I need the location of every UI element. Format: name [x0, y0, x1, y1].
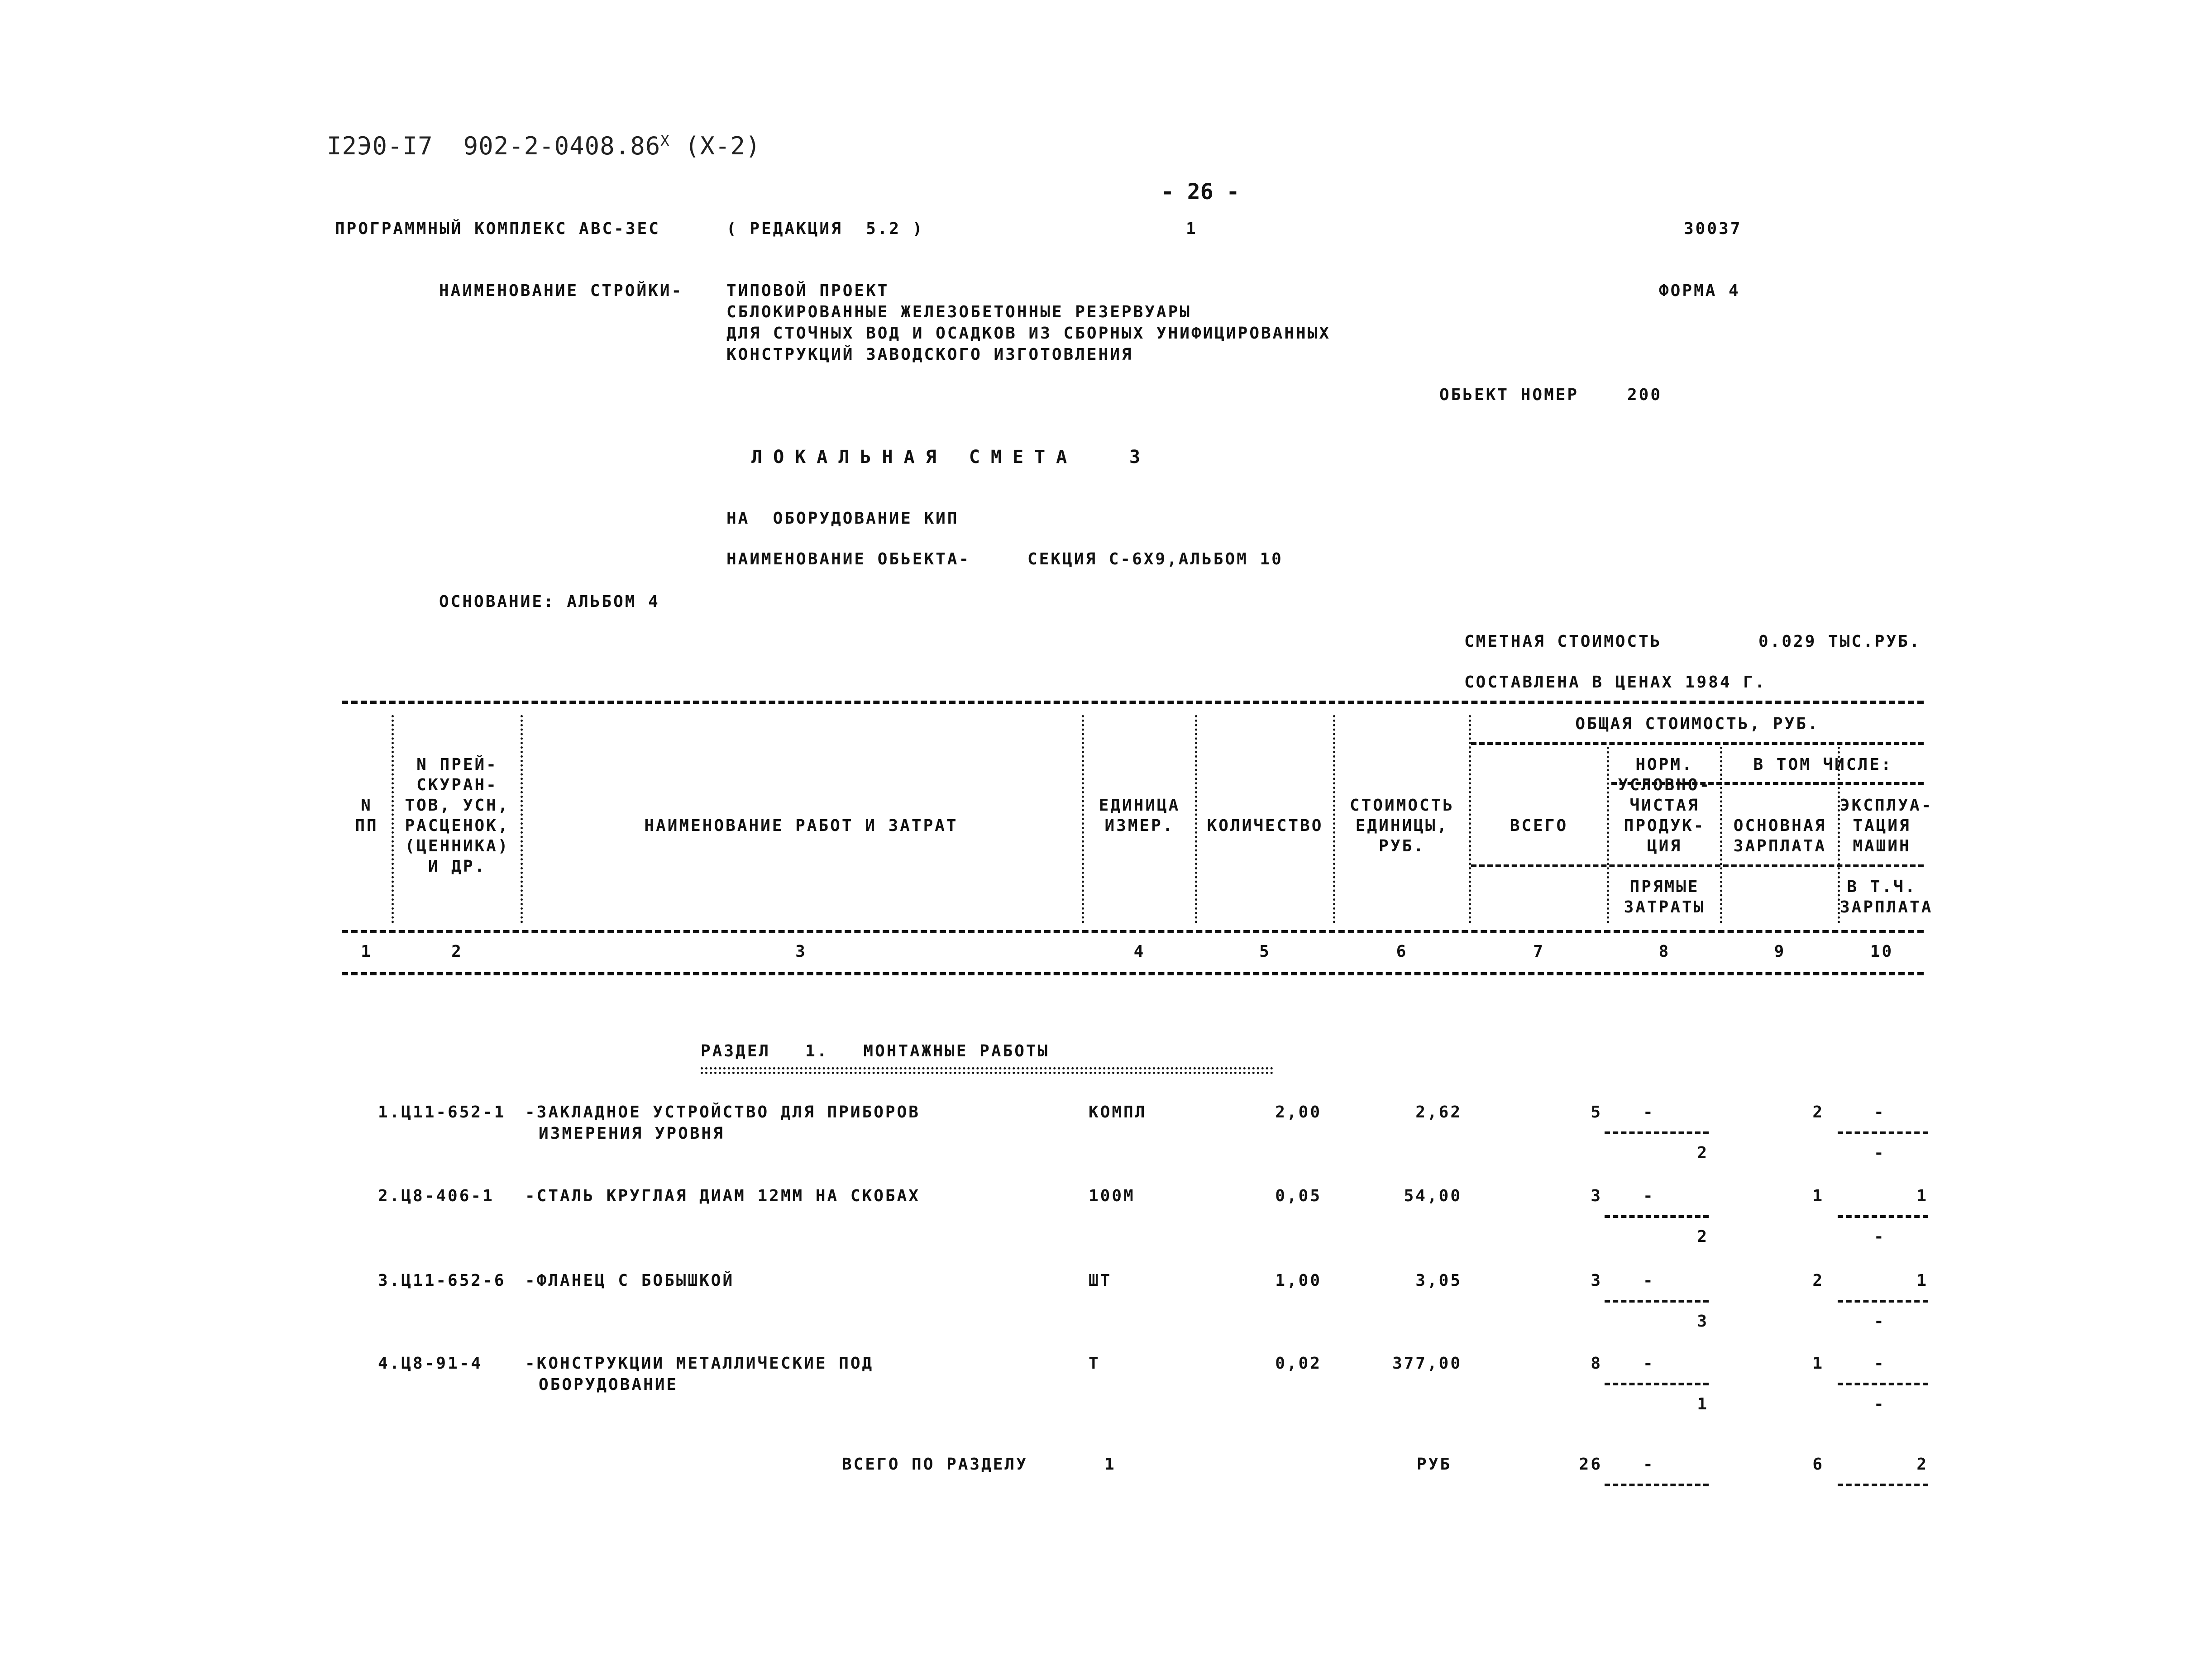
row-quantity: 0,05 — [1275, 1187, 1322, 1205]
header-total-cost: ОБЩАЯ СТОИМОСТЬ, РУБ. — [1575, 715, 1820, 733]
column-number-1: 1 — [361, 942, 373, 961]
direct-costs-subrule — [1471, 864, 1924, 867]
estimated-cost-value: 0.029 ТЫС.РУБ. — [1758, 632, 1921, 651]
document-number: 30037 — [1684, 220, 1742, 238]
row-fraction-bar — [1838, 1300, 1928, 1303]
page-number: - 26 - — [1161, 179, 1240, 205]
row-machine-operation: 1 — [1916, 1271, 1928, 1290]
program-name: ПРОГРАММНЫЙ КОМПЛЕКС АВС-ЗЕС — [335, 220, 660, 238]
row-base-salary: 2 — [1812, 1271, 1824, 1290]
row-base-salary: 1 — [1812, 1354, 1824, 1373]
header-col-4-line-1: ЕДИНИЦА — [1099, 796, 1180, 815]
header-col-6-line-3: РУБ. — [1379, 837, 1425, 855]
section-title: РАЗДЕЛ 1. МОНТАЖНЫЕ РАБОТЫ — [701, 1042, 1050, 1060]
row-unit-price: 3,05 — [1415, 1271, 1462, 1290]
header-col-2-line-2: СКУРАН- — [416, 776, 498, 794]
row-total: 3 — [1591, 1187, 1602, 1205]
header-col-10-line-5: ЗАРПЛАТА — [1840, 898, 1933, 916]
column-number-8: 8 — [1658, 942, 1671, 961]
header-mid-rule — [342, 930, 1924, 933]
estimate-number: 3 — [1129, 447, 1151, 468]
row-machine-operation: - — [1874, 1354, 1886, 1373]
column-number-7: 7 — [1533, 942, 1545, 961]
construction-line-1: ТИПОВОЙ ПРОЕКТ — [726, 282, 889, 300]
document-code-suffix: (X-2) — [669, 132, 761, 160]
row-total: 3 — [1591, 1271, 1602, 1290]
header-col-2-line-5: (ЦЕННИКА) — [405, 837, 510, 855]
document-code-superscript: X — [660, 132, 670, 149]
header-col-2-line-3: ТОВ, УСН, — [405, 796, 510, 815]
header-col-2-line-1: N ПРЕЙ- — [416, 755, 498, 774]
col-separator — [1607, 747, 1609, 923]
row-code: 2.Ц8-406-1 — [378, 1187, 494, 1205]
header-col-9-line-1: ОСНОВНАЯ — [1733, 816, 1827, 835]
row-base-salary: 2 — [1812, 1103, 1824, 1122]
header-col-1-line-2: ПП — [355, 816, 378, 835]
construction-line-4: КОНСТРУКЦИЙ ЗАВОДСКОГО ИЗГОТОВЛЕНИЯ — [726, 345, 1133, 364]
header-col-10-line-4: В Т.Ч. — [1847, 878, 1917, 896]
column-number-5: 5 — [1259, 942, 1271, 961]
section-total-base-salary: 6 — [1812, 1455, 1824, 1474]
header-col-2-line-4: РАСЦЕНОК, — [405, 816, 510, 835]
row-unit-price: 2,62 — [1415, 1103, 1462, 1122]
basis: ОСНОВАНИЕ: АЛЬБОМ 4 — [439, 592, 660, 611]
row-total: 5 — [1591, 1103, 1602, 1122]
column-number-10: 10 — [1870, 942, 1894, 961]
row-name-line-1: -ФЛАНЕЦ С БОБЫШКОЙ — [525, 1271, 735, 1290]
row-code: 4.Ц8-91-4 — [378, 1354, 483, 1373]
row-machine-salary: - — [1874, 1395, 1886, 1413]
price-basis: СОСТАВЛЕНА В ЦЕНАХ 1984 Г. — [1464, 673, 1767, 692]
row-code: 3.Ц11-652-6 — [378, 1271, 506, 1290]
header-col-1-line-1: N — [361, 796, 373, 815]
row-unit: КОМПЛ — [1089, 1103, 1147, 1122]
row-direct-costs: 1 — [1697, 1395, 1709, 1413]
header-bottom-rule — [342, 972, 1924, 975]
header-col-6-line-1: СТОИМОСТЬ — [1349, 796, 1455, 815]
row-fraction-bar — [1605, 1300, 1709, 1303]
row-name-line-2: ИЗМЕРЕНИЯ УРОВНЯ — [539, 1124, 725, 1143]
column-number-6: 6 — [1396, 942, 1408, 961]
section-total-sum: 26 — [1579, 1455, 1602, 1474]
header-col-8-line-6: ПРЯМЫЕ — [1629, 878, 1700, 896]
header-col-8-line-7: ЗАТРАТЫ — [1624, 898, 1706, 916]
header-col-8-line-2: УСЛОВНО- — [1618, 776, 1711, 794]
form-number: ФОРМА 4 — [1659, 282, 1740, 300]
header-col-6-line-2: ЕДИНИЦЫ, — [1355, 816, 1449, 835]
row-fraction-bar — [1605, 1131, 1709, 1134]
row-direct-costs: 3 — [1697, 1312, 1709, 1331]
section-total-number: 1 — [1104, 1455, 1116, 1474]
section-total-fraction-bar — [1605, 1484, 1709, 1486]
header-col-10-line-1: ЭКСПЛУА- — [1840, 796, 1933, 815]
row-direct-costs: 2 — [1697, 1227, 1709, 1246]
header-top-rule — [342, 701, 1924, 704]
estimate-subject: НА ОБОРУДОВАНИЕ КИП — [726, 509, 959, 528]
total-cost-subrule — [1471, 742, 1924, 745]
row-name-line-1: -ЗАКЛАДНОЕ УСТРОЙСТВО ДЛЯ ПРИБОРОВ — [525, 1103, 920, 1122]
row-machine-operation: - — [1874, 1103, 1886, 1122]
column-number-2: 2 — [451, 942, 463, 961]
header-col-8-line-5: ЦИЯ — [1647, 837, 1682, 855]
header-including: В ТОМ ЧИСЛЕ: — [1753, 755, 1893, 774]
row-direct-costs: 2 — [1697, 1144, 1709, 1162]
section-underline-1 — [701, 1067, 1273, 1069]
document-code: I2Э0-I7 $902-2-0408.86^X$ (X-2) — [327, 132, 761, 160]
row-quantity: 2,00 — [1275, 1103, 1322, 1122]
header-col-9-line-2: ЗАРПЛАТА — [1733, 837, 1827, 855]
estimate-title: ЛОКАЛЬНАЯ СМЕТА — [751, 447, 1078, 468]
row-unit: ШТ — [1089, 1271, 1112, 1290]
row-name-line-1: -СТАЛЬ КРУГЛАЯ ДИАМ 12ММ НА СКОБАХ — [525, 1187, 920, 1205]
construction-label: НАИМЕНОВАНИЕ СТРОЙКИ- — [439, 282, 683, 300]
row-unit: 100М — [1089, 1187, 1135, 1205]
row-quantity: 1,00 — [1275, 1271, 1322, 1290]
section-total-net-production: - — [1643, 1455, 1655, 1474]
row-machine-salary: - — [1874, 1227, 1886, 1246]
edition: ( РЕДАКЦИЯ 5.2 ) — [726, 220, 924, 238]
row-net-production: - — [1643, 1271, 1655, 1290]
row-net-production: - — [1643, 1187, 1655, 1205]
column-number-3: 3 — [795, 942, 807, 961]
row-name-line-1: -КОНСТРУКЦИИ МЕТАЛЛИЧЕСКИЕ ПОД — [525, 1354, 874, 1373]
header-col-3: НАИМЕНОВАНИЕ РАБОТ И ЗАТРАТ — [644, 816, 958, 835]
row-total: 8 — [1591, 1354, 1602, 1373]
row-unit-price: 54,00 — [1404, 1187, 1462, 1205]
section-total-fraction-bar — [1838, 1484, 1928, 1486]
construction-line-3: ДЛЯ СТОЧНЫХ ВОД И ОСАДКОВ ИЗ СБОРНЫХ УНИФИЦИРОВАННЫХ — [726, 324, 1331, 343]
header-col-2-line-6: И ДР. — [428, 857, 487, 876]
row-net-production: - — [1643, 1354, 1655, 1373]
header-col-10-line-2: ТАЦИЯ — [1853, 816, 1911, 835]
sheet-number: 1 — [1186, 220, 1198, 238]
col-separator — [1720, 747, 1722, 923]
row-name-line-2: ОБОРУДОВАНИЕ — [539, 1375, 678, 1394]
estimated-cost-label: СМЕТНАЯ СТОИМОСТЬ — [1464, 632, 1662, 651]
column-number-9: 9 — [1774, 942, 1786, 961]
row-fraction-bar — [1838, 1131, 1928, 1134]
section-total-label: ВСЕГО ПО РАЗДЕЛУ — [842, 1455, 1028, 1474]
object-name: СЕКЦИЯ С-6Х9,АЛЬБОМ 10 — [1027, 550, 1283, 568]
header-col-4-line-2: ИЗМЕР. — [1104, 816, 1175, 835]
object-label: ОБЬЕКТ НОМЕР — [1439, 386, 1579, 404]
row-unit-price: 377,00 — [1392, 1354, 1462, 1373]
row-code: 1.Ц11-652-1 — [378, 1103, 506, 1122]
section-total-machine-operation: 2 — [1916, 1455, 1928, 1474]
row-net-production: - — [1643, 1103, 1655, 1122]
object-number: 200 — [1627, 386, 1663, 404]
row-machine-salary: - — [1874, 1312, 1886, 1331]
header-col-10-line-3: МАШИН — [1853, 837, 1911, 855]
row-fraction-bar — [1838, 1215, 1928, 1218]
header-col-8-line-4: ПРОДУК- — [1624, 816, 1706, 835]
construction-line-2: СБЛОКИРОВАННЫЕ ЖЕЛЕЗОБЕТОННЫЕ РЕЗЕРВУАРЫ — [726, 303, 1191, 321]
header-col-8-line-3: ЧИСТАЯ — [1629, 796, 1700, 815]
row-fraction-bar — [1605, 1215, 1709, 1218]
row-unit: Т — [1089, 1354, 1100, 1373]
header-col-8-line-1: НОРМ. — [1635, 755, 1694, 774]
object-name-label: НАИМЕНОВАНИЕ ОБЬЕКТА- — [726, 550, 971, 568]
row-machine-operation: 1 — [1916, 1187, 1928, 1205]
header-col-5: КОЛИЧЕСТВО — [1207, 816, 1323, 835]
section-total-unit: РУБ — [1417, 1455, 1452, 1474]
row-quantity: 0,02 — [1275, 1354, 1322, 1373]
row-machine-salary: - — [1874, 1144, 1886, 1162]
section-underline-2 — [701, 1072, 1273, 1074]
header-col-7: ВСЕГО — [1510, 816, 1568, 835]
row-fraction-bar — [1838, 1383, 1928, 1385]
row-base-salary: 1 — [1812, 1187, 1824, 1205]
row-fraction-bar — [1605, 1383, 1709, 1385]
column-number-4: 4 — [1133, 942, 1146, 961]
